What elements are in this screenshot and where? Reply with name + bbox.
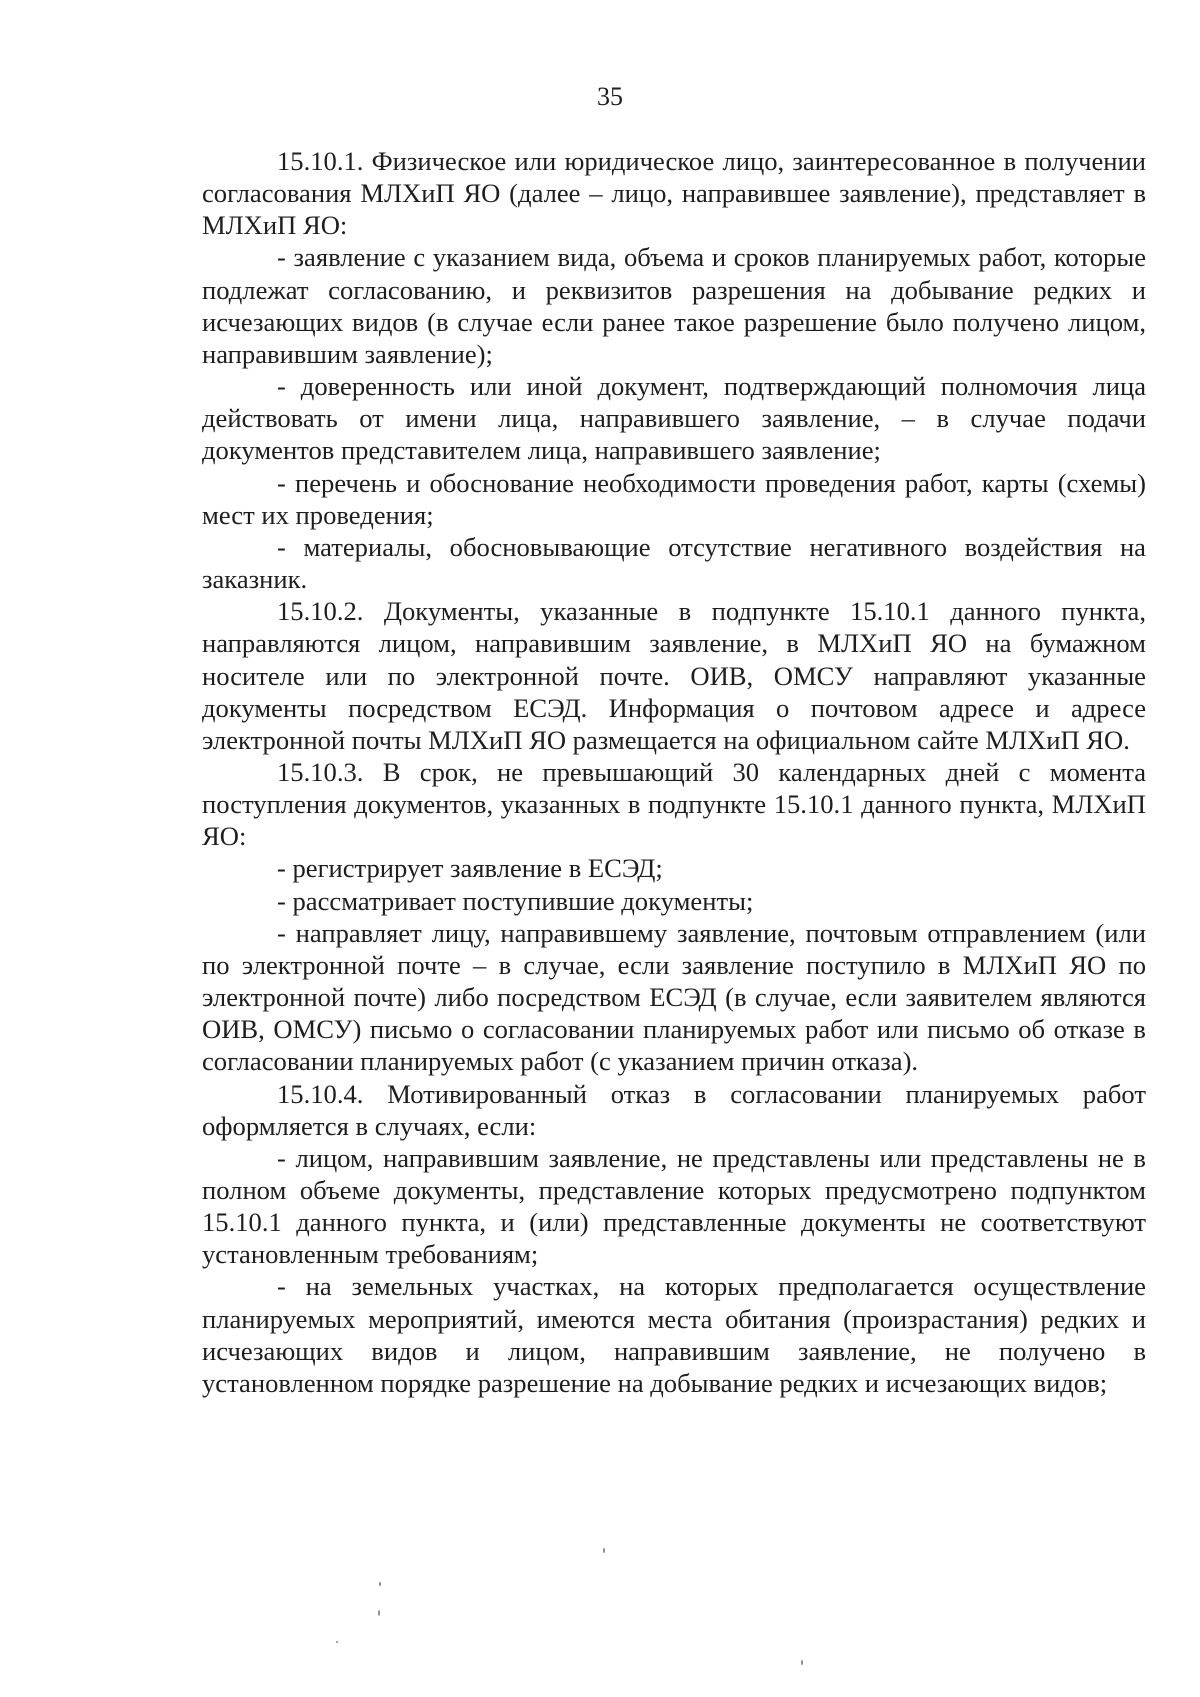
scan-speck [801,1660,803,1665]
scan-speck [603,1548,605,1553]
document-body [202,145,1146,1399]
page-number: 35 [597,82,623,111]
scan-speck [379,1582,381,1586]
list-item-habitats: - на земельных участках, на которых предполагается осуществление планируемых мероприятий, имеются места обитания (произрастания) редких и исчезающих видов и лицом, направившим заявление, не получено в установленном порядке разрешение на добывание редких и исчезающих видов; [202,1271,1146,1398]
scan-speck [336,1641,338,1643]
list-item-works-list: - перечень и обоснование необходимости проведения работ, карты (схемы) мест их проведения; [202,467,1146,530]
list-item-reviews: - рассматривает поступившие документы; [277,885,754,916]
list-item-registers: - регистрирует заявление в ЕСЭД; [277,853,663,884]
scan-speck [378,1610,380,1616]
list-item-power-of-attorney: - доверенность или иной документ, подтверждающий полномочия лица действовать от имени лица, направившего заявление, – в случае подачи документов представителем лица, направившего заявление; [202,371,1146,466]
paragraph-15-10-4: 15.10.4. Мотивированный отказ в согласовании планируемых работ оформляется в случаях, если: [202,1078,1146,1141]
list-item-materials: - материалы, обосновывающие отсутствие негативного воздействия на заказник. [202,531,1146,595]
paragraph-15-10-1: 15.10.1. Физическое или юридическое лицо, заинтересованное в получении согласования МЛХиП ЯО (далее – лицо, направившее заявление), представляет в МЛХиП ЯО: [202,146,1146,241]
list-item-incomplete-documents: - лицом, направившим заявление, не представлены или представлены не в полном объеме документы, представление которых предусмотрено подпунктом 15.10.1 данного пункта, и (или) представленные документы не соответствуют установленным требованиям; [202,1142,1146,1270]
list-item-sends-letter: - направляет лицу, направившему заявление, почтовым отправлением (или по электронной почте – в случае, если заявление поступило в МЛХиП ЯО по электронной почте) либо посредством ЕСЭД (в случае, если заявителем являются ОИВ, ОМСУ) письмо о согласовании планируемых работ или письмо об отказе в согласовании планируемых работ (с указанием причин отказа). [202,917,1146,1077]
paragraph-15-10-3: 15.10.3. В срок, не превышающий 30 календарных дней с момента поступления документов, указанных в подпункте 15.10.1 данного пункта, МЛХиП ЯО: [202,756,1146,852]
paragraph-15-10-2: 15.10.2. Документы, указанные в подпункте 15.10.1 данного пункта, направляются лицом, направившим заявление, в МЛХиП ЯО на бумажном носителе или по электронной почте. ОИВ, ОМСУ направляют указанные документы посредством ЕСЭД. Информация о почтовом адресе и адресе электронной почты МЛХиП ЯО размещается на официальном сайте МЛХиП ЯО. [202,596,1146,755]
list-item-application: - заявление с указанием вида, объема и сроков планируемых работ, которые подлежат согласованию, и реквизитов разрешения на добывание редких и исчезающих видов (в случае если ранее такое разрешение было получено лицом, направившим заявление); [202,242,1146,369]
